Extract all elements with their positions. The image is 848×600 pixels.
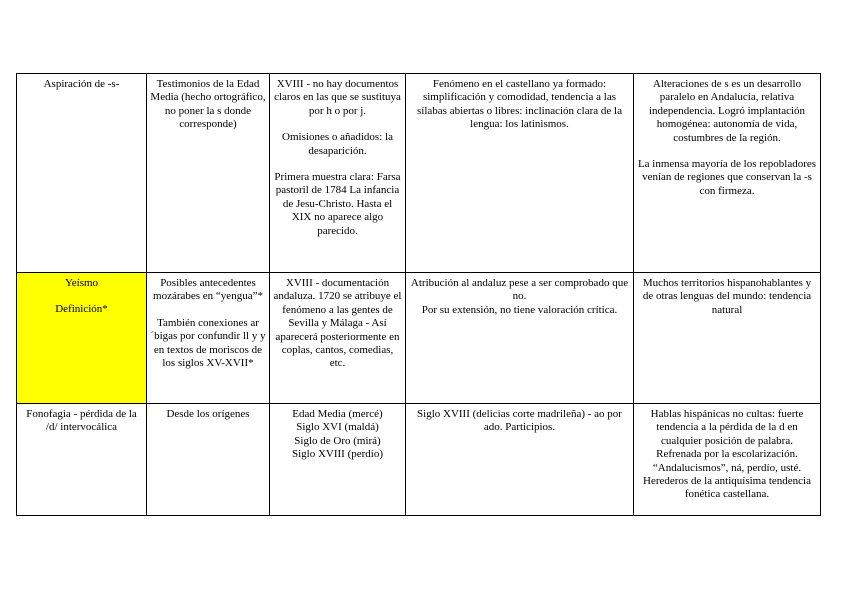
- cell-text: Primera muestra clara: Farsa pastoril de 1784 La infancia de Jesu-Christo. Hasta el XIX no aparece algo parecido.: [274, 171, 401, 237]
- cell-text: Fonofagia - pérdida de la /d/ intervocálica: [26, 408, 137, 434]
- cell-text: Aspiración de -s-: [43, 78, 120, 90]
- table-row: [17, 74, 821, 273]
- cell-text: Siglo de Oro (mirá): [294, 434, 381, 447]
- cell-text: Yeísmo: [64, 277, 99, 289]
- cell-text: XVIII - no hay documentos claros en las que se sustituya por h o por j.: [274, 78, 401, 117]
- cell-text: Desde los orígenes: [166, 408, 250, 420]
- explanation-cell: [406, 74, 634, 273]
- cell-text: Siglo XVI (maldá): [296, 421, 379, 434]
- origin-cell: [147, 273, 270, 404]
- cell-text: Alteraciones de s es un desarrollo paralelo en Andalucía, relativa independencia. Logró implantación homogénea: autonomía de vida, costumbres de la región.: [648, 78, 806, 144]
- cell-text: Fenómeno en el castellano ya formado: simplificación y comodidad, tendencia a las sílabas abiertas o libres: inclinación clara de la lengua: los latinismos.: [417, 78, 622, 131]
- cell-text: Definición*: [55, 303, 108, 316]
- origin-cell: [147, 404, 270, 516]
- notes-cell: [634, 273, 821, 404]
- feature-cell: [17, 404, 147, 516]
- explanation-cell: [406, 404, 634, 516]
- cell-text: Refrenada por la escolarización.: [656, 448, 798, 461]
- origin-cell: [147, 74, 270, 273]
- cell-text: Herederos de la antiquísima tendencia fonética castellana.: [643, 475, 811, 501]
- table-row: [17, 273, 821, 404]
- cell-text: También conexiones ar´bigas por confundir ll y y en textos de moriscos de los siglos XV-XVII*: [150, 316, 266, 370]
- cell-text: XVIII - documentación andaluza. 1720 se atribuye el fenómeno a las gentes de Sevilla y Málaga - Así aparecerá posteriormente en coplas, cantos, comedias, etc.: [273, 277, 402, 370]
- explanation-cell: [406, 273, 634, 404]
- table-row: [17, 404, 821, 516]
- cell-text: “Andalucismos”, ná, perdío, usté.: [652, 461, 802, 474]
- comparison-table: [16, 73, 821, 516]
- notes-cell: [634, 74, 821, 273]
- feature-cell-highlighted: [17, 273, 147, 404]
- cell-text: Edad Media (mercé): [292, 408, 383, 420]
- feature-cell: [17, 74, 147, 273]
- cell-text: Por su extensión, no tiene valoración crítica.: [421, 303, 618, 316]
- documentation-cell: [270, 74, 406, 273]
- cell-text: Siglo XVIII (perdío): [291, 448, 384, 461]
- cell-text: Omisiones o añadidos: la desaparición.: [282, 131, 393, 157]
- notes-cell: [634, 404, 821, 516]
- cell-text: Hablas hispánicas no cultas: fuerte tendencia a la pérdida de la d en cualquier posición de palabra.: [650, 408, 804, 447]
- cell-text: Testimonios de la Edad Media (hecho ortográfico, no poner la s donde corresponde): [150, 78, 266, 131]
- documentation-cell: [270, 273, 406, 404]
- cell-text: Muchos territorios hispanohablantes y de otras lenguas del mundo: tendencia natural: [642, 277, 812, 316]
- cell-text: Atribución al andaluz pese a ser comprobado que no.: [410, 277, 629, 303]
- cell-text: Posibles antecedentes mozárabes en “yengua”*: [153, 277, 263, 303]
- cell-text: La inmensa mayoría de los repobladores venían de regiones que conservan la -s con firmeza.: [637, 158, 817, 197]
- cell-text: Siglo XVIII (delicias corte madrileña) - ao por ado. Participios.: [417, 408, 622, 434]
- documentation-cell: [270, 404, 406, 516]
